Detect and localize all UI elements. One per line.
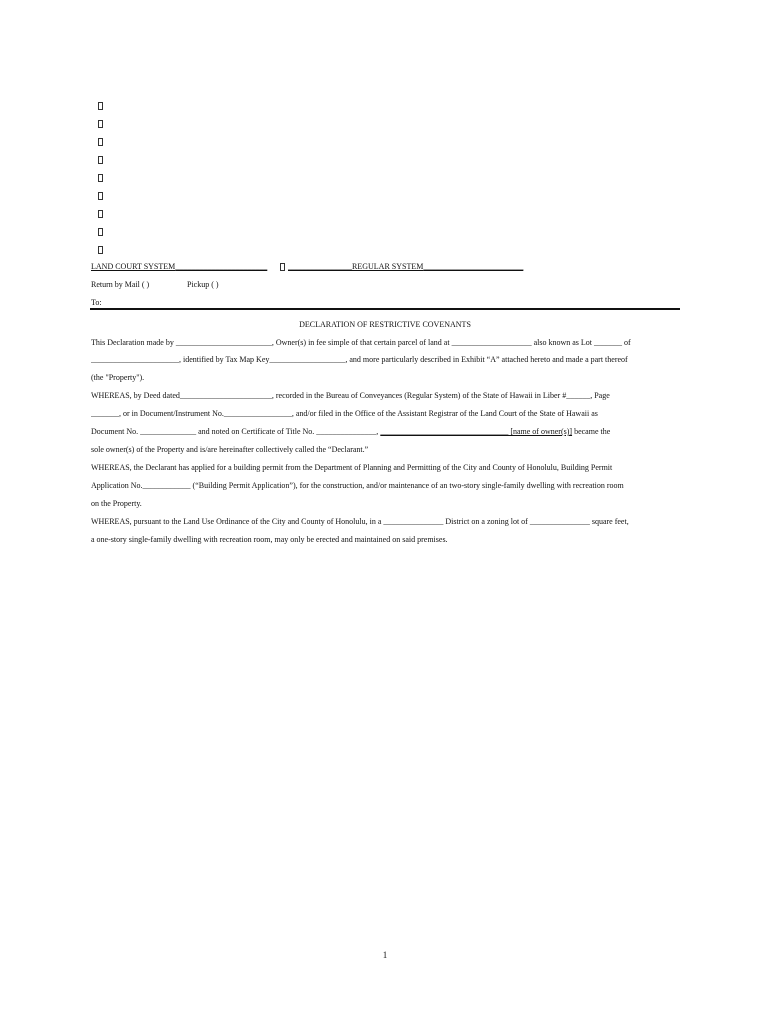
- page-number: 1: [382, 950, 388, 960]
- divider-rule: [90, 308, 680, 310]
- body-line: _______, or in Document/Instrument No._________________, and/or filed in the Office of the Assistant Registrar of the Land Court of the State of Hawaii as: [91, 409, 598, 418]
- owner-name-blank: ________________________________ [name of owner(s)]: [380, 427, 573, 436]
- body-line: on the Property.: [91, 499, 142, 508]
- body-line: ______________________, identified by Tax Map Key___________________, and more particularly described in Exhibit “A” attached hereto and made a part thereof: [91, 355, 628, 364]
- body-line: WHEREAS, by Deed dated_______________________, recorded in the Bureau of Conveyances (Regular System) of the State of Hawaii in Liber #______, Page: [91, 391, 610, 400]
- placeholder-box-icon: [98, 210, 103, 218]
- became-text: became the: [574, 427, 611, 436]
- placeholder-box-icon: [98, 228, 103, 236]
- placeholder-box-icon: [98, 192, 103, 200]
- body-line: a one-story single-family dwelling with recreation room, may only be erected and maintained on said premises.: [91, 535, 448, 544]
- placeholder-box-icon: [98, 156, 103, 164]
- return-by-mail: Return by Mail ( ): [91, 280, 150, 289]
- body-line: sole owner(s) of the Property and is/are hereinafter collectively called the “Declarant.”: [91, 445, 369, 454]
- body-line: WHEREAS, the Declarant has applied for a building permit from the Department of Planning and Permitting of the City and County of Honolulu, Building Permit: [91, 463, 613, 472]
- body-line: (the "Property").: [91, 373, 145, 382]
- body-line: Application No.____________ (“Building Permit Application”), for the construction, and/or maintenance of an two-story single-family dwelling with recreation room: [91, 481, 624, 490]
- placeholder-box-icon: [98, 174, 103, 182]
- body-line: This Declaration made by ________________________, Owner(s) in fee simple of that certain parcel of land at ____________________ also known as Lot _______ of: [91, 338, 631, 347]
- placeholder-box-icon: [280, 263, 285, 271]
- land-court-label: LAND COURT SYSTEM: [91, 262, 176, 271]
- to-label: To:: [91, 298, 102, 307]
- placeholder-box-icon: [98, 138, 103, 146]
- body-line: WHEREAS, pursuant to the Land Use Ordinance of the City and County of Honolulu, in a _______________ District on a zoning lot of _______________ square feet,: [91, 517, 629, 526]
- placeholder-box-icon: [98, 120, 103, 128]
- placeholder-box-icon: [98, 246, 103, 254]
- placeholder-box-icon: [98, 102, 103, 110]
- document-title: DECLARATION OF RESTRICTIVE COVENANTS: [299, 320, 471, 329]
- regular-system-blank: _________________________: [423, 262, 524, 271]
- regular-blank-lead: ________________: [288, 262, 352, 271]
- land-court-blank: _______________________: [175, 262, 268, 271]
- pickup: Pickup ( ): [187, 280, 219, 289]
- regular-system-line: [288, 262, 678, 272]
- regular-system-label: REGULAR SYSTEM: [352, 262, 424, 271]
- document-no-text: Document No. ______________ and noted on Certificate of Title No. _______________,: [91, 427, 379, 436]
- body-line: [91, 427, 678, 437]
